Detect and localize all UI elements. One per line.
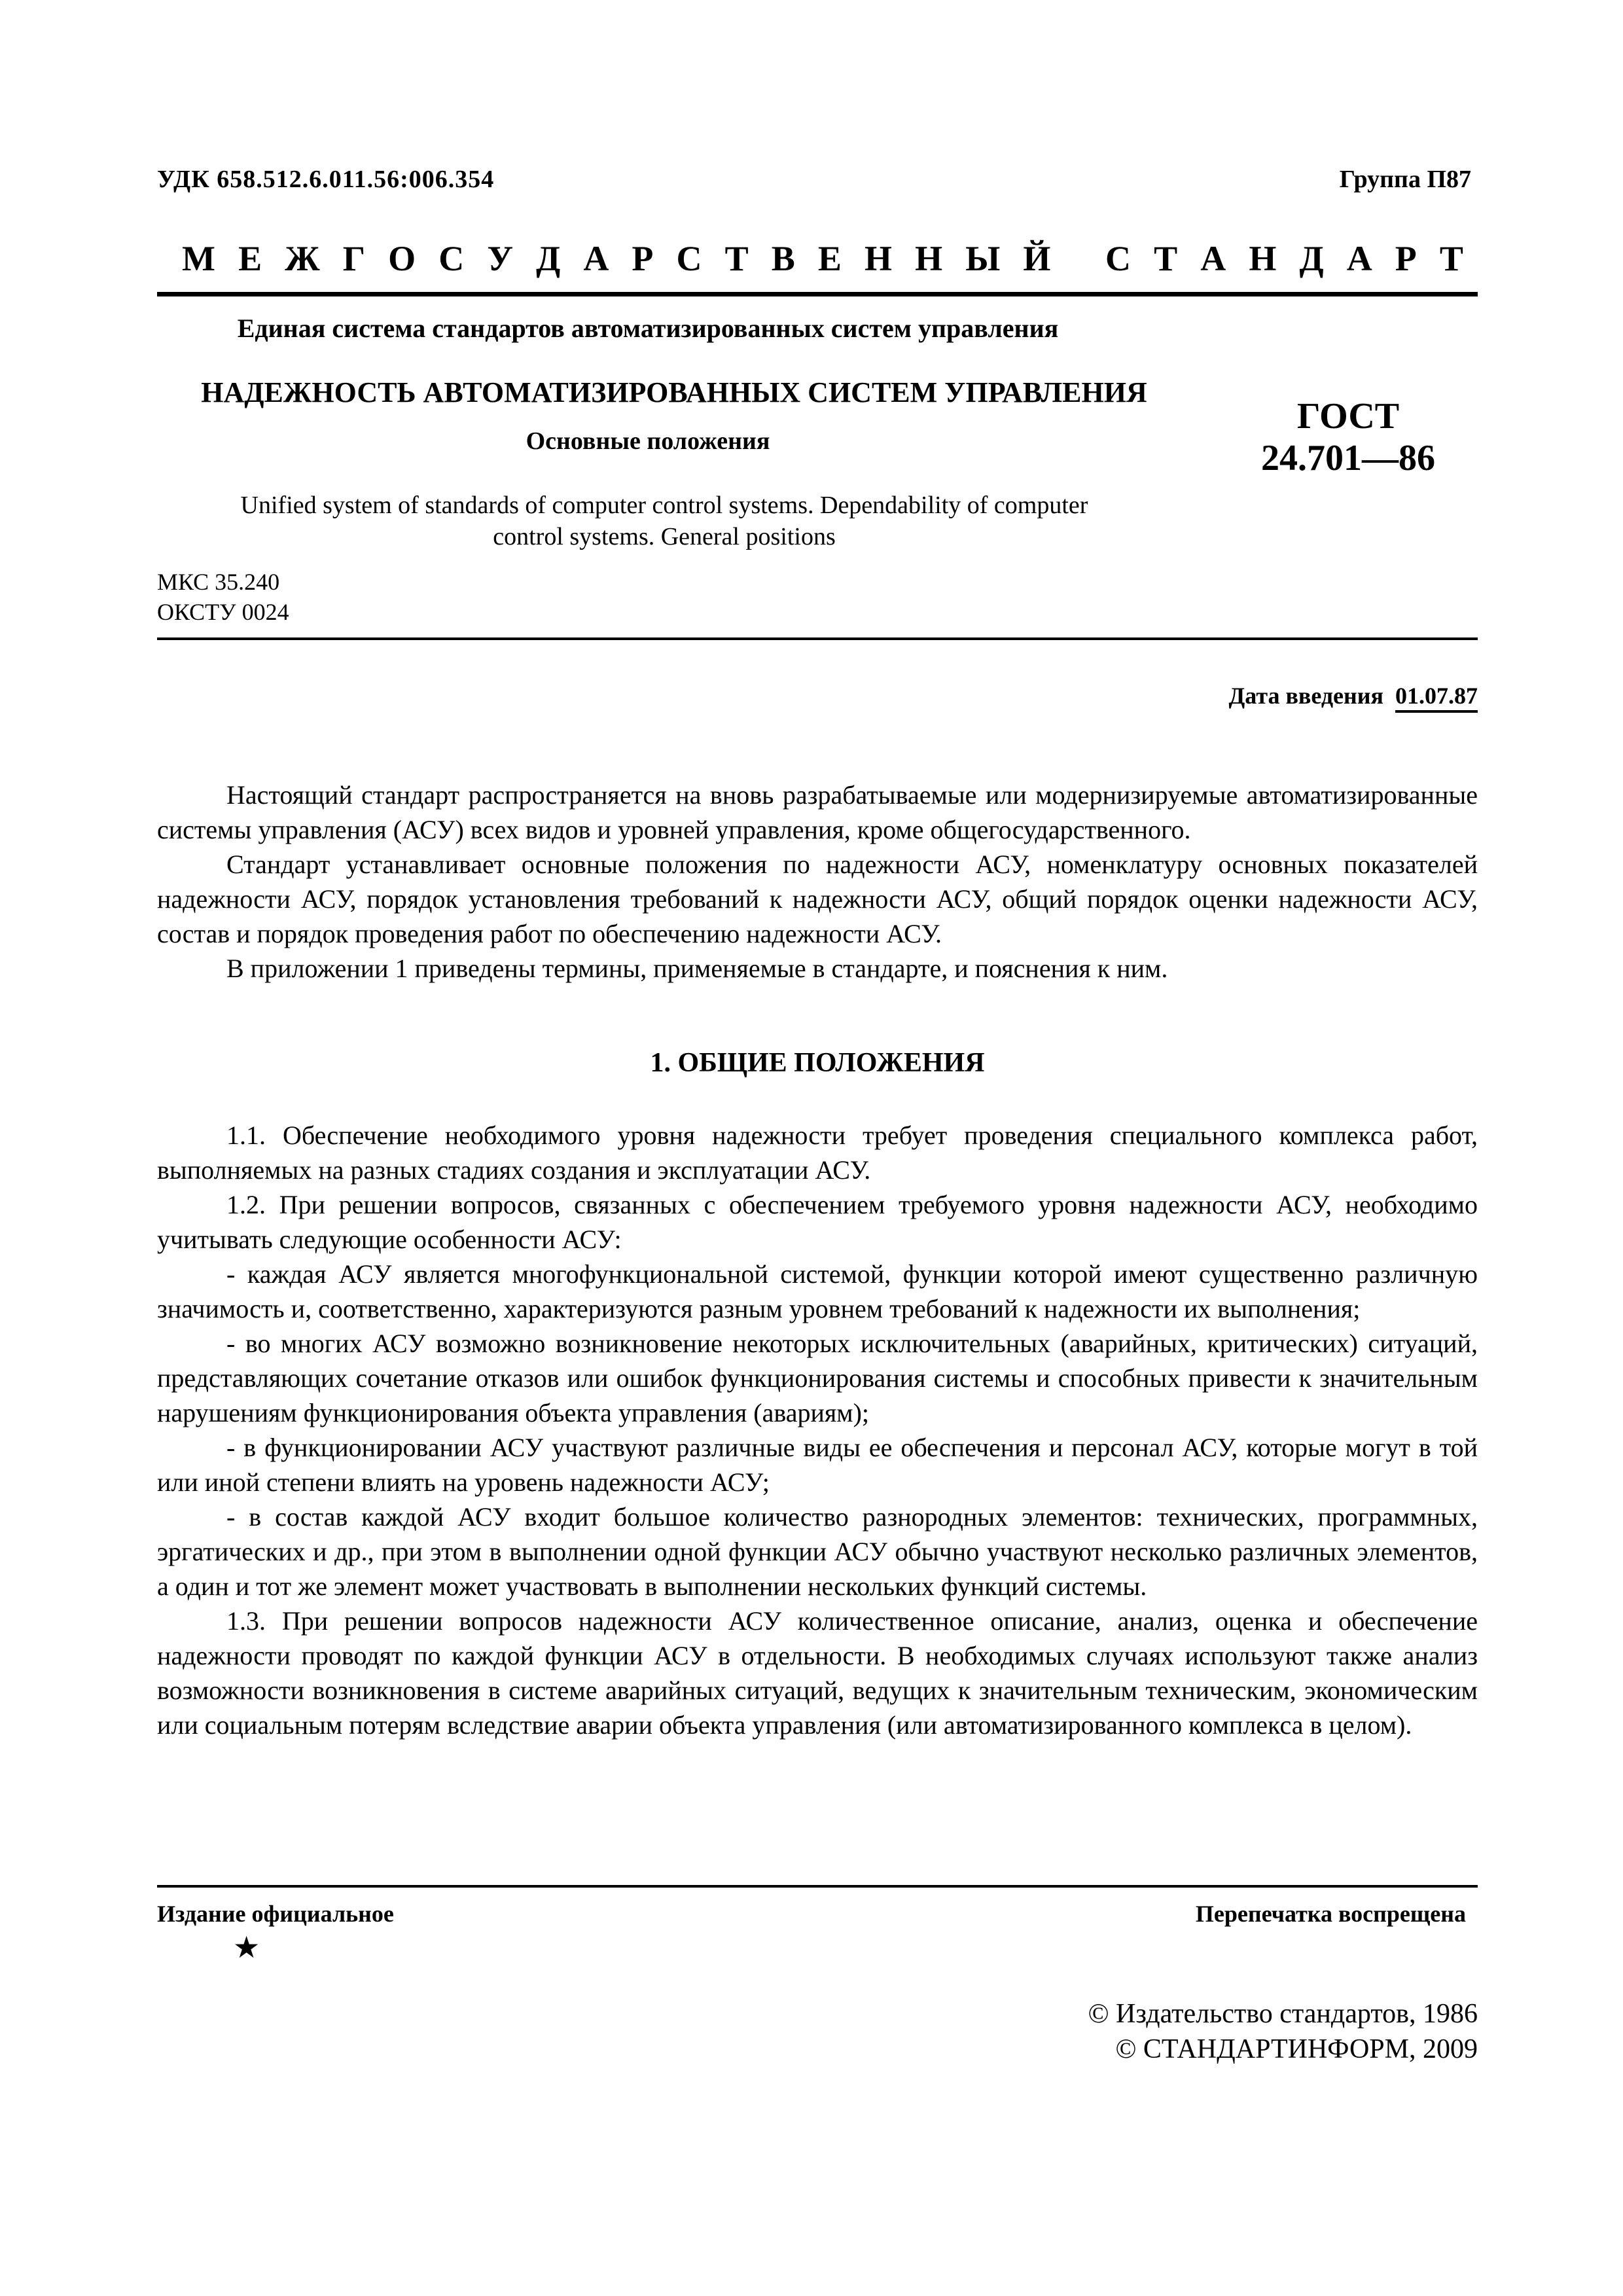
banner-letter: Н bbox=[1249, 239, 1277, 278]
interstate-standard-banner bbox=[182, 238, 1463, 279]
banner-letter: Е bbox=[817, 239, 842, 278]
mks-code: МКС 35.240 bbox=[157, 569, 280, 595]
introduction bbox=[157, 778, 1478, 986]
banner-gap bbox=[1073, 238, 1082, 279]
banner-letter: О bbox=[388, 239, 416, 278]
intro-paragraph: В приложении 1 приведены термины, применяемые в стандарте, и пояснения к ним. bbox=[226, 954, 1168, 983]
banner-letter: Н bbox=[864, 239, 892, 278]
effective-date bbox=[1229, 682, 1478, 709]
english-title bbox=[157, 490, 1171, 552]
banner-letter: Р bbox=[632, 239, 654, 278]
banner-letter: А bbox=[583, 239, 609, 278]
banner-letter: А bbox=[1346, 239, 1372, 278]
banner-letter: Д bbox=[536, 239, 561, 278]
document-title: НАДЕЖНОСТЬ АВТОМАТИЗИРОВАННЫХ СИСТЕМ УПРАВЛЕНИЯ bbox=[201, 376, 1147, 408]
banner-letter: Т bbox=[1154, 239, 1178, 278]
banner-letter: Н bbox=[915, 239, 943, 278]
banner-letter: Ж bbox=[285, 239, 320, 278]
section-paragraph: - в функционировании АСУ участвуют различные виды ее обеспечения и персонал АСУ, которые могут в той или иной степени влиять на уровень надежности АСУ; bbox=[157, 1433, 1478, 1497]
gost-code: 24.701—86 bbox=[1261, 438, 1435, 479]
banner-letter: Д bbox=[1299, 239, 1324, 278]
effective-date-value: 01.07.87 bbox=[1395, 683, 1478, 713]
english-title-line: Unified system of standards of computer control systems. Dependability of computer bbox=[240, 492, 1088, 519]
okstu-code: ОКСТУ 0024 bbox=[157, 599, 289, 625]
banner-letter: Й bbox=[1023, 239, 1051, 278]
udk-code: УДК 658.512.6.011.56:006.354 bbox=[157, 166, 495, 193]
gost-label: ГОСТ bbox=[1296, 396, 1400, 437]
section-paragraph: - во многих АСУ возможно возникновение некоторых исключительных (аварийных, критических) ситуаций, представляющих сочетание отказов или ошибок функционирования системы и способных привести к значительным нарушениям функционирования объекта управления (авариям); bbox=[157, 1329, 1478, 1427]
copyright-line: © Издательство стандартов, 1986 bbox=[1088, 1999, 1478, 2029]
intro-paragraph: Стандарт устанавливает основные положения по надежности АСУ, номенклатуру основных показателей надежности АСУ, порядок установления требований к надежности АСУ, общий порядок оценки надежности АСУ, состав и порядок проведения работ по обеспечению надежности АСУ. bbox=[157, 850, 1478, 948]
star-icon: ★ bbox=[233, 1931, 260, 1964]
section-paragraph: - в состав каждой АСУ входит большое количество разнородных элементов: технических, программных, эргатических и др., при этом в выполнении одной функции АСУ обычно участвуют несколько различных элементов, а один и тот же элемент может участвовать в выполнении нескольких функций системы. bbox=[157, 1502, 1478, 1601]
header-divider bbox=[157, 292, 1478, 296]
banner-letter: В bbox=[771, 239, 795, 278]
banner-letter: Т bbox=[724, 239, 749, 278]
banner-letter: М bbox=[182, 239, 215, 278]
standard-system-title: Единая система стандартов автоматизированных систем управления bbox=[237, 314, 1059, 343]
banner-letter: Т bbox=[1439, 239, 1463, 278]
section-body bbox=[157, 1118, 1478, 1742]
banner-letter: С bbox=[438, 239, 465, 278]
banner-letter: Ы bbox=[965, 239, 1001, 278]
section-paragraph: 1.2. При решении вопросов, связанных с обеспечением требуемого уровня надежности АСУ, необходимо учитывать следующие особенности АСУ: bbox=[157, 1190, 1478, 1254]
reprint-prohibited: Перепечатка воспрещена bbox=[1195, 1901, 1466, 1927]
classification-codes bbox=[157, 567, 289, 627]
banner-letter: Р bbox=[1395, 239, 1417, 278]
banner-letter: С bbox=[676, 239, 702, 278]
copyright bbox=[1088, 1996, 1478, 2067]
banner-letter: У bbox=[487, 239, 513, 278]
copyright-line: © СТАНДАРТИНФОРМ, 2009 bbox=[1115, 2034, 1478, 2064]
gost-number bbox=[1243, 395, 1453, 480]
banner-letter: А bbox=[1200, 239, 1226, 278]
banner-letter: Е bbox=[238, 239, 262, 278]
section-paragraph: 1.3. При решении вопросов надежности АСУ количественное описание, анализ, оценка и обеспечение надежности проводят по каждой функции АСУ в отдельности. В необходимых случаях используют также анализ возможности возникновения в системе аварийных ситуаций, ведущих к значительным техническим, экономическим или социальным потерям вследствие аварии объекта управления (или автоматизированного комплекса в целом). bbox=[157, 1606, 1478, 1740]
section-paragraph: - каждая АСУ является многофункциональной системой, функции которой имеют существенно различную значимость и, соответственно, характеризуются разным уровнем требований к надежности их выполнения; bbox=[157, 1259, 1478, 1323]
group-code: Группа П87 bbox=[1339, 166, 1471, 193]
english-title-line: control systems. General positions bbox=[493, 523, 836, 550]
document-subtitle: Основные положения bbox=[526, 427, 770, 455]
banner-letter: С bbox=[1105, 239, 1132, 278]
intro-paragraph: Настоящий стандарт распространяется на вновь разрабатываемые или модернизируемые автоматизированные системы управления (АСУ) всех видов и уровней управления, кроме общегосударственного. bbox=[157, 780, 1478, 844]
banner-letter: Г bbox=[342, 239, 366, 278]
effective-date-label: Дата введения bbox=[1228, 683, 1383, 709]
codes-divider bbox=[157, 637, 1478, 640]
section-paragraph: 1.1. Обеспечение необходимого уровня надежности требует проведения специального комплекса работ, выполняемых на разных стадиях создания и эксплуатации АСУ. bbox=[157, 1121, 1478, 1185]
section-heading: 1. ОБЩИЕ ПОЛОЖЕНИЯ bbox=[650, 1048, 985, 1078]
official-edition: Издание официальное bbox=[157, 1901, 394, 1927]
footer-divider bbox=[157, 1885, 1478, 1888]
